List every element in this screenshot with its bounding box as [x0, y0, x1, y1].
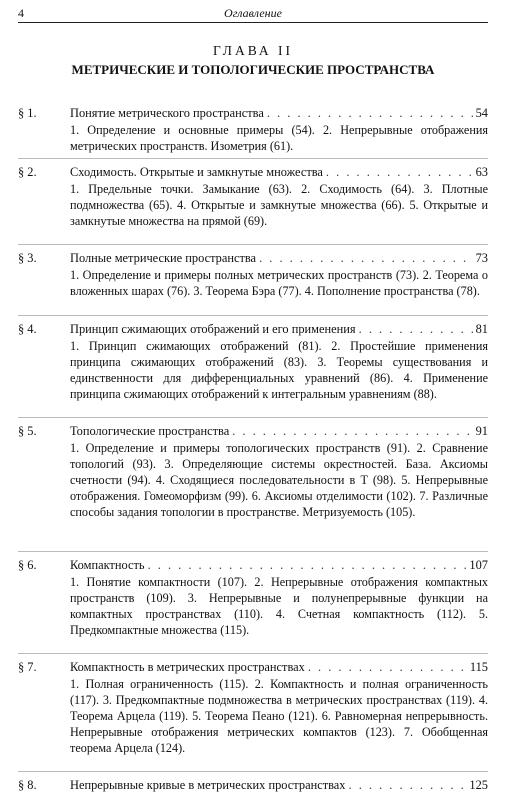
divider: [18, 244, 488, 245]
running-header: [18, 5, 488, 21]
section-subtopics: 1. Определение и основные примеры (54). 2. Непрерывные отображения метрических пространств. Изометрия (61).: [70, 123, 488, 153]
section-page: 115: [469, 660, 488, 674]
section-subtopics: 1. Определение и примеры топологических пространств (91). 2. Сравнение топологий (93). 3. Определяющие системы окрестностей. База. Аксиомы счетности (94). 4. Сходящиеся последовательности в T (98). 5. Непрерывные отображения. Гомеоморфизм (99). 6. Аксиомы отделимости (102). 7. Различные способы задания топологии в пространстве. Метризуемость (105).: [70, 441, 488, 519]
section-page: 63: [475, 165, 488, 179]
section-number: § 6.: [18, 558, 37, 572]
page-number: 4: [18, 6, 24, 20]
section-number: § 5.: [18, 424, 37, 438]
section-page: 125: [469, 778, 488, 792]
section-number: § 3.: [18, 251, 37, 265]
section-title[interactable]: Понятие метрического пространства: [70, 106, 264, 120]
section-subtopics: 1. Предельные точки. Замыкание (63). 2. Сходимость (64). 3. Плотные подмножества (65). 4. Открытые и замкнутые множества (66). 5. Открытые и замкнутые множества на прямой (69).: [70, 182, 488, 228]
divider: [18, 315, 488, 316]
section-title[interactable]: Полные метрические пространства: [70, 251, 257, 265]
section-page: 91: [475, 424, 488, 438]
section-number: § 8.: [18, 778, 37, 792]
section-number: § 1.: [18, 106, 37, 120]
section-page: 81: [475, 322, 488, 336]
section-page: 73: [475, 251, 488, 265]
section-title[interactable]: Непрерывные кривые в метрических пространствах: [70, 778, 346, 792]
section-number: § 2.: [18, 165, 37, 179]
divider: [18, 551, 488, 552]
leader-dots: [326, 164, 473, 180]
leader-dots: [259, 250, 473, 266]
chapter-title: МЕТРИЧЕСКИЕ И ТОПОЛОГИЧЕСКИЕ ПРОСТРАНСТВА: [71, 62, 435, 77]
running-title: Оглавление: [224, 6, 282, 20]
section-title[interactable]: Компактность в метрических пространствах: [70, 660, 305, 674]
section-subtopics: 1. Понятие компактности (107). 2. Непрерывные отображения компактных пространств (109). 3. Непрерывные и полунепрерывные функции на компактных пространствах (110). 4. Счетная компактность (112). 5. Предкомпактные множества (115).: [70, 575, 488, 637]
section-title[interactable]: Компактность: [70, 558, 145, 572]
leader-dots: [359, 321, 473, 337]
header-rule: [18, 22, 488, 23]
section-title[interactable]: Принцип сжимающих отображений и его применения: [70, 322, 356, 336]
leader-dots: [232, 423, 472, 439]
section-page: 107: [469, 558, 488, 572]
divider: [18, 653, 488, 654]
leader-dots: [349, 777, 467, 793]
section-subtopics: 1. Полная ограниченность (115). 2. Компактность и полная ограниченность (117). 3. Предкомпактные подмножества в метрических пространствах (119). 4. Теорема Арцела (119). 5. Теорема Пеано (121). 6. Равномерная непрерывность. Непрерывные отображения метрических компактов (123). 7. Обобщенная теорема Арцела (124).: [70, 677, 488, 755]
chapter-label: ГЛАВА II: [213, 43, 293, 58]
section-page: 54: [475, 106, 488, 120]
section-title[interactable]: Сходимость. Открытые и замкнутые множества: [70, 165, 323, 179]
section-number: § 7.: [18, 660, 37, 674]
section-subtopics: 1. Определение и примеры полных метрических пространств (73). 2. Теорема о вложенных шарах (76). 3. Теорема Бэра (77). 4. Пополнение пространства (78).: [70, 268, 488, 298]
section-subtopics: 1. Принцип сжимающих отображений (81). 2. Простейшие применения принципа сжимающих отображений (83). 3. Теоремы существования и единственности для дифференциальных уравнений (86). 4. Применение принципа сжимающих отображений к интегральным уравнениям (88).: [70, 339, 488, 401]
section-number: § 4.: [18, 322, 37, 336]
leader-dots: [308, 659, 467, 675]
leader-dots: [148, 557, 467, 573]
divider: [18, 158, 488, 159]
leader-dots: [267, 105, 473, 121]
section-title[interactable]: Топологические пространства: [70, 424, 230, 438]
divider: [18, 417, 488, 418]
divider: [18, 771, 488, 772]
